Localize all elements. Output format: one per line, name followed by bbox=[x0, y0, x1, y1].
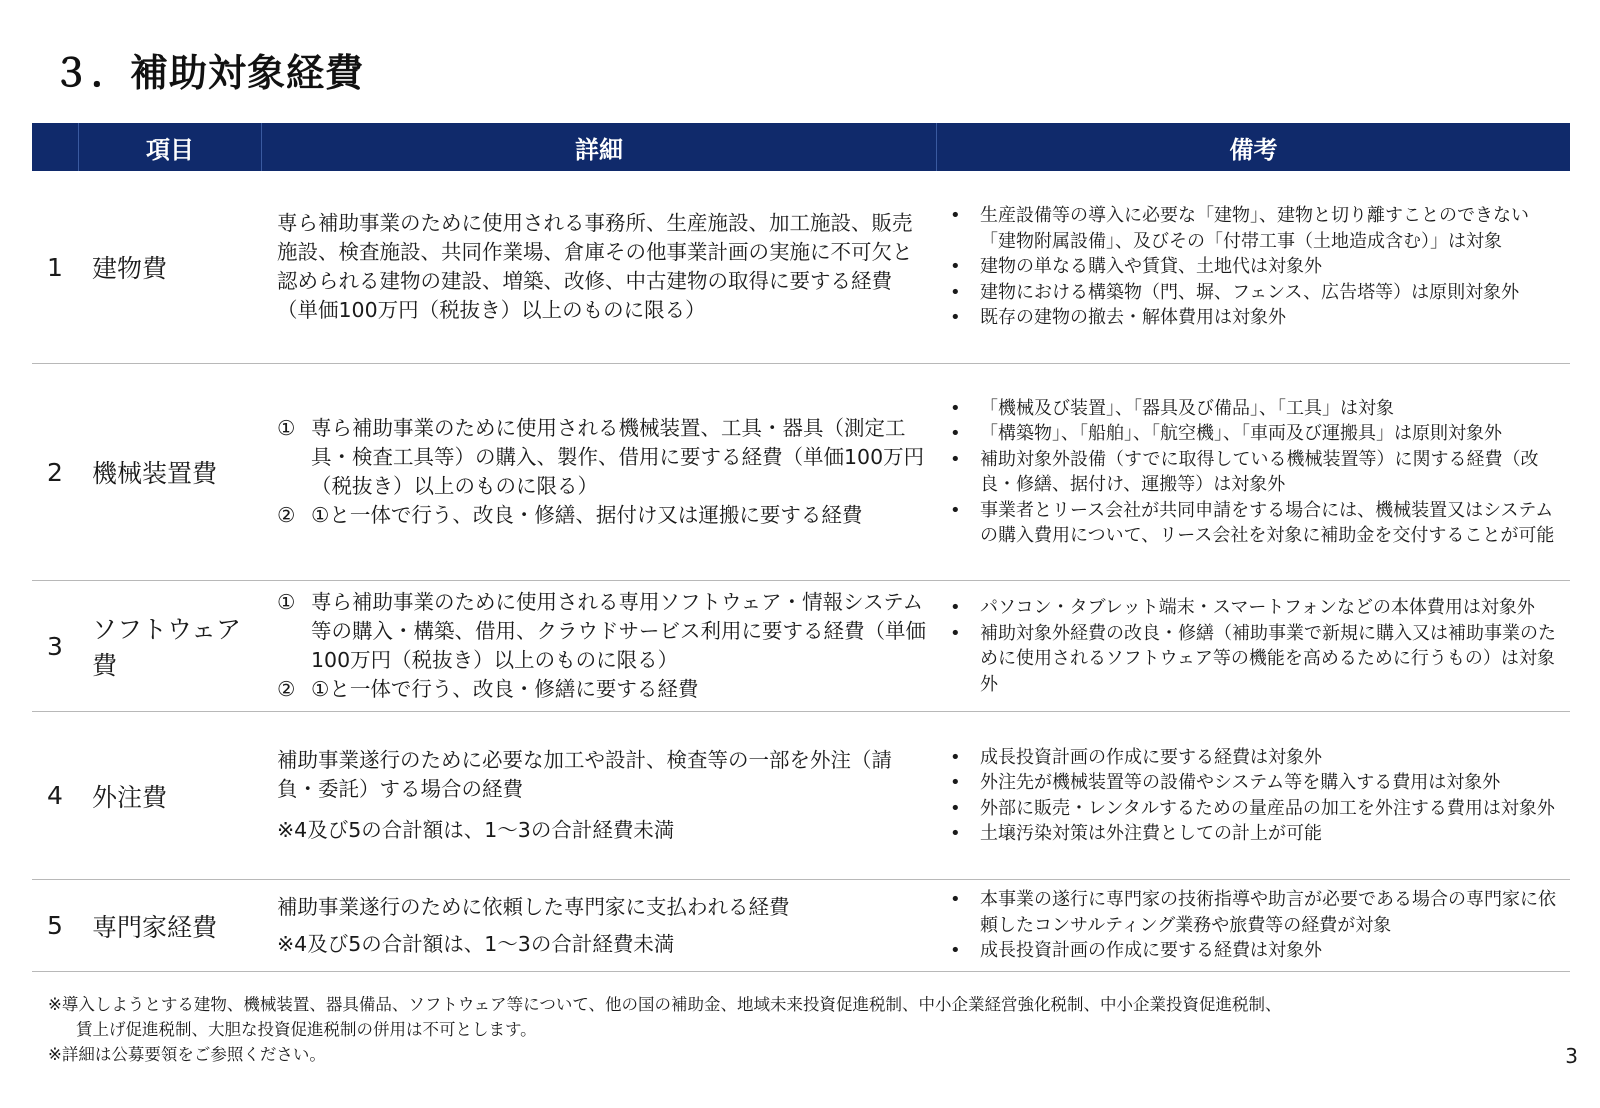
note-item: • 生産設備等の導入に必要な「建物」、建物と切り離すことのできない「建物附属設備」、及びその「付帯工事（土地造成含む）」は対象 bbox=[950, 203, 1564, 254]
detail-enum-item bbox=[277, 414, 928, 501]
row-number: 1 bbox=[47, 252, 63, 282]
note-item: • 本事業の遂行に専門家の技術指導や助言が必要である場合の専門家に依頼したコンサルティング業務や旅費等の経費が対象 bbox=[950, 887, 1564, 938]
row-item: 外注費 bbox=[92, 782, 168, 812]
row-item: ソフトウェア費 bbox=[92, 615, 242, 680]
note-item: • 成長投資計画の作成に要する経費は対象外 bbox=[950, 938, 1564, 964]
enum-text: 専ら補助事業のために使用される専用ソフトウェア・情報システム等の購入・構築、借用、クラウドサービス利用に要する経費（単価100万円（税抜き）以上のものに限る） bbox=[311, 590, 926, 672]
row-notes bbox=[936, 712, 1570, 879]
footnote-line: ※導入しようとする建物、機械装置、器具備品、ソフトウェア等について、他の国の補助金、地域未来投資促進税制、中小企業経営強化税制、中小企業投資促進税制、 bbox=[48, 995, 1282, 1014]
row-item: 専門家経費 bbox=[92, 912, 218, 942]
detail-text: 専ら補助事業のために使用される事務所、生産施設、加工施設、販売施設、検査施設、共同作業場、倉庫その他事業計画の実施に不可欠と認められる建物の建設、増築、改修、中古建物の取得に要する経費（単価100万円（税抜き）以上のものに限る） bbox=[277, 211, 913, 322]
table-row bbox=[32, 880, 1570, 972]
detail-enum-item bbox=[277, 588, 928, 675]
note-item: • 建物の単なる購入や賃貸、土地代は対象外 bbox=[950, 254, 1564, 280]
footnotes bbox=[48, 992, 1282, 1067]
enum-mark: ② bbox=[277, 677, 296, 701]
row-notes bbox=[936, 364, 1570, 580]
note-item: • 成長投資計画の作成に要する経費は対象外 bbox=[950, 745, 1555, 771]
notes-list bbox=[950, 203, 1564, 331]
page-number: 3 bbox=[1565, 1044, 1578, 1068]
row-notes bbox=[936, 581, 1570, 711]
row-detail bbox=[261, 171, 936, 363]
enum-text: ①と一体で行う、改良・修繕、据付け又は運搬に要する経費 bbox=[311, 503, 863, 527]
note-item: • 「構築物」、「船舶」、「航空機」、「車両及び運搬具」は原則対象外 bbox=[950, 421, 1564, 447]
row-number: 3 bbox=[47, 631, 63, 661]
enum-text: ①と一体で行う、改良・修繕に要する経費 bbox=[311, 677, 699, 701]
notes-list bbox=[950, 745, 1555, 847]
row-detail bbox=[261, 712, 936, 879]
enum-mark: ① bbox=[277, 590, 296, 614]
detail-enum-item bbox=[277, 501, 928, 530]
header-item: 項目 bbox=[78, 123, 261, 171]
row-detail bbox=[261, 581, 936, 711]
notes-list bbox=[950, 396, 1564, 549]
enum-mark: ① bbox=[277, 416, 296, 440]
row-detail bbox=[261, 364, 936, 580]
footnote-line: 賃上げ促進税制、大胆な投資促進税制の併用は不可とします。 bbox=[76, 1020, 537, 1039]
note-item: • パソコン・タブレット端末・スマートフォンなどの本体費用は対象外 bbox=[950, 595, 1564, 621]
note-item: • 外注先が機械装置等の設備やシステム等を購入する費用は対象外 bbox=[950, 770, 1555, 796]
table-row bbox=[32, 581, 1570, 712]
detail-note: ※4及び5の合計額は、1～3の合計経費未満 bbox=[277, 818, 675, 842]
footnote-line: ※詳細は公募要領をご参照ください。 bbox=[48, 1045, 326, 1064]
note-item: • 土壌汚染対策は外注費としての計上が可能 bbox=[950, 821, 1555, 847]
note-item: • 補助対象外設備（すでに取得している機械装置等）に関する経費（改良・修繕、据付け、運搬等）は対象外 bbox=[950, 447, 1564, 498]
table-header-row bbox=[32, 123, 1570, 171]
table-row bbox=[32, 712, 1570, 880]
header-notes: 備考 bbox=[936, 123, 1570, 171]
row-item: 機械装置費 bbox=[92, 459, 218, 488]
row-item: 建物費 bbox=[92, 254, 168, 283]
detail-text: 補助事業遂行のために必要な加工や設計、検査等の一部を外注（請負・委託）する場合の経費 bbox=[277, 748, 892, 801]
row-notes bbox=[936, 171, 1570, 363]
row-number: 5 bbox=[47, 911, 63, 940]
expense-table bbox=[32, 123, 1570, 972]
header-number bbox=[32, 123, 78, 171]
table-row bbox=[32, 364, 1570, 581]
detail-note: ※4及び5の合計額は、1～3の合計経費未満 bbox=[277, 931, 675, 956]
note-item: • 「機械及び装置」、「器具及び備品」、「工具」は対象 bbox=[950, 396, 1564, 422]
note-item: • 建物における構築物（門、塀、フェンス、広告塔等）は原則対象外 bbox=[950, 280, 1564, 306]
enum-text: 専ら補助事業のために使用される機械装置、工具・器具（測定工具・検査工具等）の購入、製作、借用に要する経費（単価100万円（税抜き）以上のものに限る） bbox=[311, 416, 925, 498]
notes-list bbox=[950, 595, 1564, 697]
row-number: 2 bbox=[47, 457, 63, 487]
detail-enum-item bbox=[277, 675, 928, 704]
notes-list bbox=[950, 887, 1564, 964]
detail-text: 補助事業遂行のために依頼した専門家に支払われる経費 bbox=[277, 894, 790, 919]
header-detail: 詳細 bbox=[261, 123, 936, 171]
note-item: • 事業者とリース会社が共同申請をする場合には、機械装置又はシステムの購入費用について、リース会社を対象に補助金を交付することが可能 bbox=[950, 498, 1564, 549]
row-notes bbox=[936, 880, 1570, 971]
note-item: • 補助対象外経費の改良・修繕（補助事業で新規に購入又は補助事業のために使用されるソフトウェア等の機能を高めるために行うもの）は対象外 bbox=[950, 621, 1564, 698]
note-item: • 外部に販売・レンタルするための量産品の加工を外注する費用は対象外 bbox=[950, 796, 1555, 822]
note-item: • 既存の建物の撤去・解体費用は対象外 bbox=[950, 305, 1564, 331]
row-detail bbox=[261, 880, 936, 971]
page-title: ３．補助対象経費 bbox=[52, 51, 365, 95]
row-number: 4 bbox=[47, 781, 63, 810]
table-row bbox=[32, 171, 1570, 364]
enum-mark: ② bbox=[277, 503, 296, 527]
